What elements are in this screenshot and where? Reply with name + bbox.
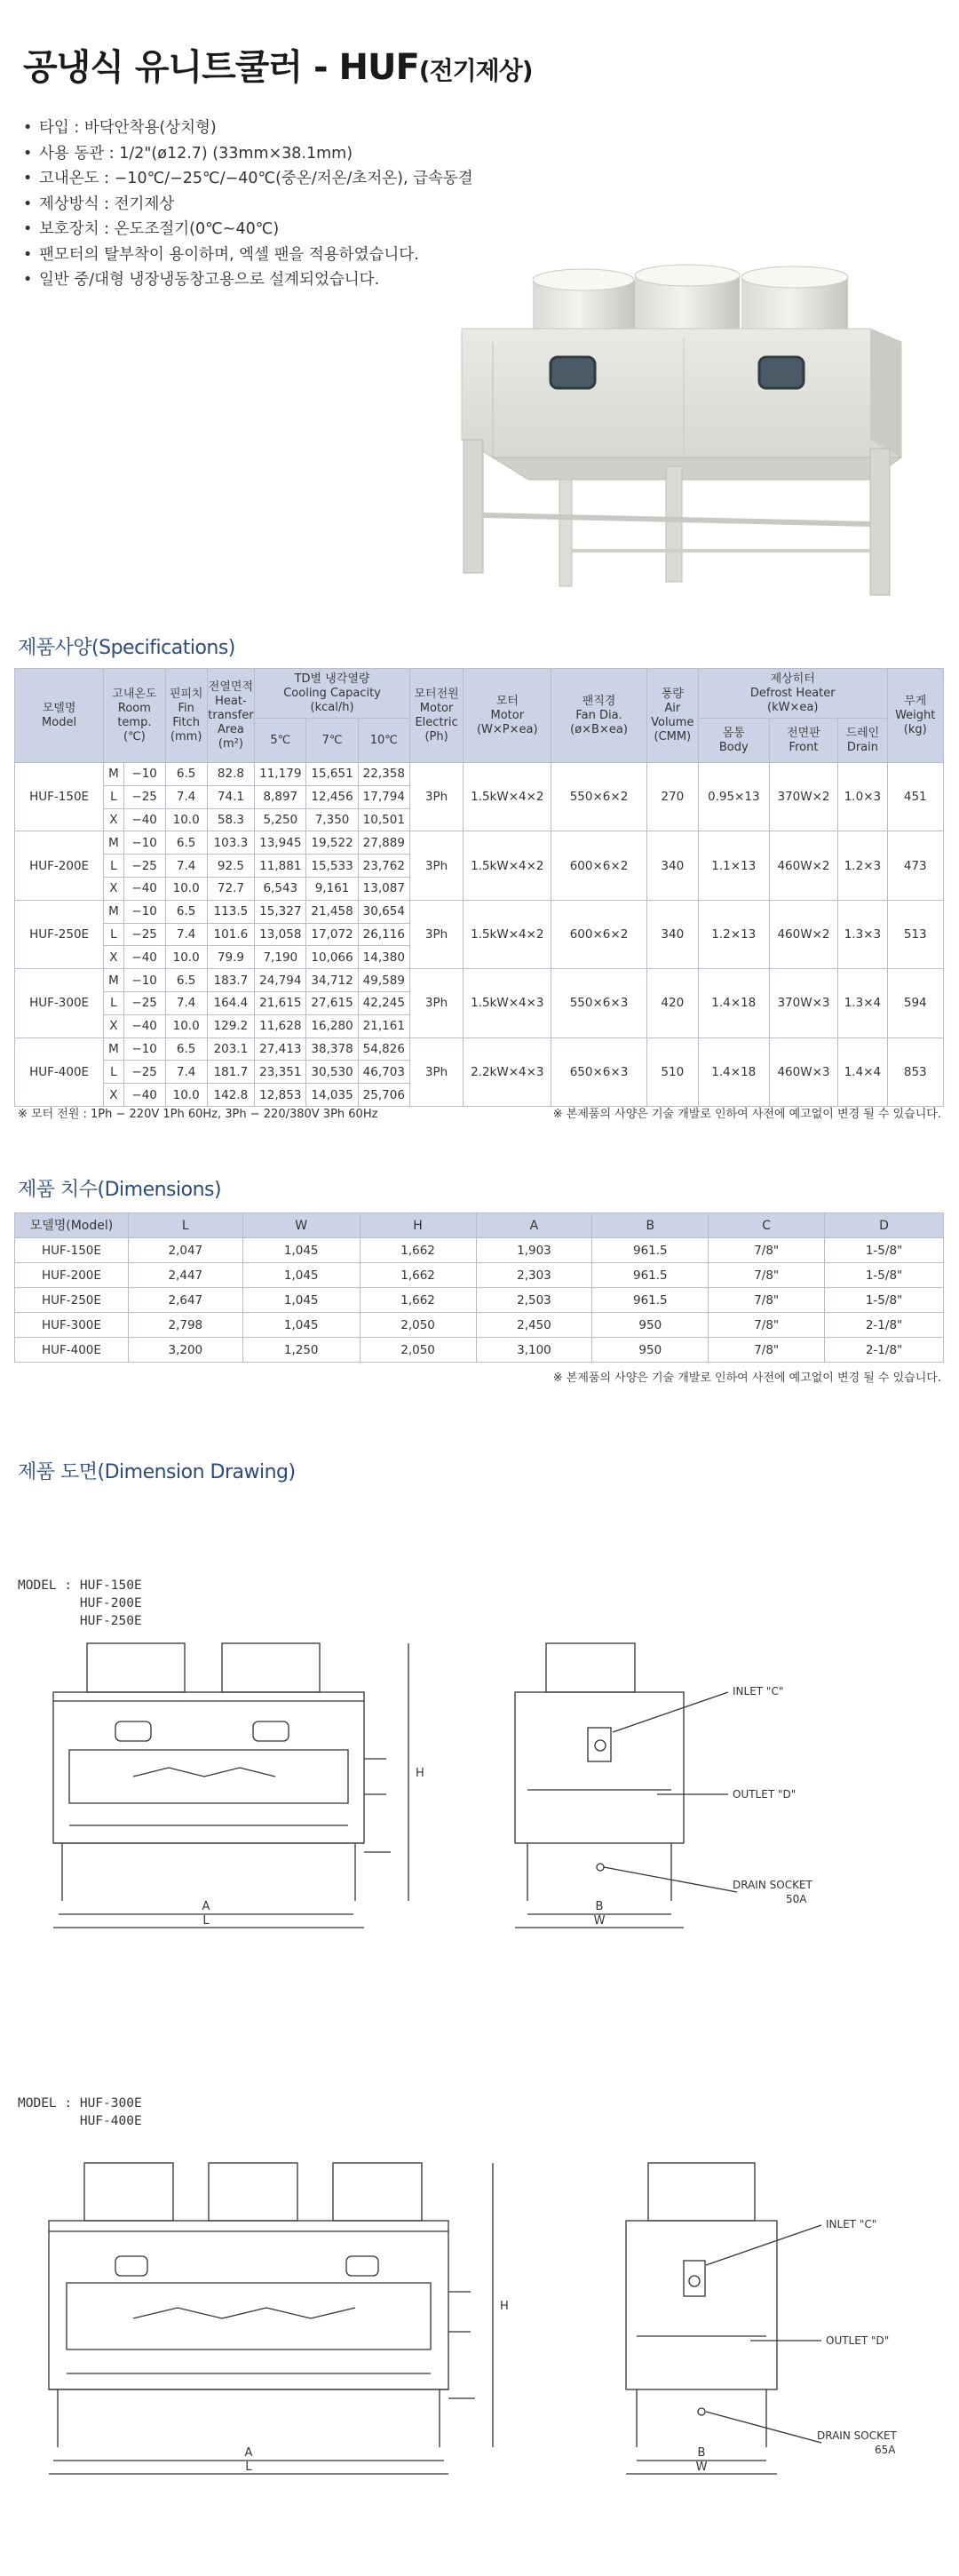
spec-weight-cell: 513 xyxy=(887,900,944,968)
dimensions-cell: 1-5/8" xyxy=(825,1263,944,1288)
dimensions-cell: 1-5/8" xyxy=(825,1288,944,1313)
spec-cooling-10-cell: 17,794 xyxy=(358,785,409,808)
dimensions-cell: 7/8" xyxy=(709,1288,825,1313)
dimensions-cell: 2,047 xyxy=(128,1238,242,1263)
specifications-table xyxy=(14,668,944,1107)
spec-cooling-7-cell: 19,522 xyxy=(306,831,358,855)
dimensions-row xyxy=(15,1238,944,1263)
spec-area-cell: 58.3 xyxy=(207,808,255,831)
dim-label-a: A xyxy=(244,2446,253,2460)
spec-fin-pitch-cell: 10.0 xyxy=(165,1014,207,1038)
spec-area-cell: 92.5 xyxy=(207,855,255,878)
dimensions-cell: 1,662 xyxy=(360,1238,476,1263)
spec-area-cell: 129.2 xyxy=(207,1014,255,1038)
spec-grade-cell: M xyxy=(104,1038,123,1061)
dim-label-w: W xyxy=(593,1914,606,1928)
inlet-label: INLET "C" xyxy=(826,2218,877,2230)
spec-temp-cell: −25 xyxy=(123,785,165,808)
feature-item: • 보호장치 : 온도조절기(0℃~40℃) xyxy=(23,217,473,242)
specifications-title-en: (Specifications) xyxy=(91,637,235,659)
dimensions-cell: HUF-150E xyxy=(15,1238,129,1263)
page-title xyxy=(23,39,533,90)
spec-temp-cell: −10 xyxy=(123,831,165,855)
spec-cooling-5-cell: 11,881 xyxy=(255,855,306,878)
spec-temp-cell: −25 xyxy=(123,991,165,1014)
dimensions-header-row xyxy=(15,1213,944,1238)
header-front: 전면판 Front xyxy=(769,719,838,763)
spec-row xyxy=(15,1038,944,1061)
spec-grade-cell: X xyxy=(104,877,123,900)
dimensions-cell: 961.5 xyxy=(592,1263,709,1288)
spec-area-cell: 101.6 xyxy=(207,923,255,946)
spec-area-cell: 74.1 xyxy=(207,785,255,808)
spec-cooling-10-cell: 26,116 xyxy=(358,923,409,946)
spec-cooling-10-cell: 10,501 xyxy=(358,808,409,831)
dimensions-cell: 2,798 xyxy=(128,1313,242,1338)
spec-motor-cell: 1.5kW×4×2 xyxy=(464,763,551,831)
spec-cooling-7-cell: 21,458 xyxy=(306,900,358,923)
spec-area-cell: 164.4 xyxy=(207,991,255,1014)
side-view-2 xyxy=(626,2163,821,2474)
spec-temp-cell: −40 xyxy=(123,1014,165,1038)
spec-grade-cell: L xyxy=(104,923,123,946)
spec-row xyxy=(15,969,944,992)
outlet-label: OUTLET "D" xyxy=(826,2334,890,2347)
dimensions-cell: 7/8" xyxy=(709,1338,825,1363)
spec-grade-cell: L xyxy=(104,855,123,878)
dimensions-cell: 2-1/8" xyxy=(825,1338,944,1363)
spec-temp-cell: −25 xyxy=(123,1061,165,1084)
spec-temp-cell: −40 xyxy=(123,808,165,831)
spec-weight-cell: 451 xyxy=(887,763,944,831)
spec-cooling-5-cell: 13,945 xyxy=(255,831,306,855)
dim-label-a: A xyxy=(202,1900,210,1913)
dimensions-cell: 1,045 xyxy=(242,1238,360,1263)
dimensions-cell: 961.5 xyxy=(592,1238,709,1263)
dimensions-body xyxy=(15,1238,944,1363)
spec-cooling-5-cell: 6,543 xyxy=(255,877,306,900)
specifications-title-ko: 제품사양 xyxy=(18,637,92,659)
spec-cooling-10-cell: 42,245 xyxy=(358,991,409,1014)
page-title-suffix: (전기제상) xyxy=(418,56,533,85)
spec-fin-pitch-cell: 6.5 xyxy=(165,1038,207,1061)
header-cooling-capacity: TD별 냉각열량 Cooling Capacity (kcal/h) xyxy=(255,669,410,719)
spec-row xyxy=(15,900,944,923)
dimensions-row xyxy=(15,1313,944,1338)
spec-cooling-10-cell: 13,087 xyxy=(358,877,409,900)
spec-fin-pitch-cell: 6.5 xyxy=(165,831,207,855)
dimensions-cell: HUF-300E xyxy=(15,1313,129,1338)
spec-heater-drain-cell: 1.3×3 xyxy=(838,900,887,968)
spec-fan-cell: 650×6×3 xyxy=(551,1038,646,1106)
header-defrost-heater: 제상히터 Defrost Heater (kW×ea) xyxy=(698,669,887,719)
spec-row xyxy=(15,831,944,855)
spec-air-cell: 270 xyxy=(646,763,698,831)
header-td7: 7℃ xyxy=(306,719,358,763)
spec-grade-cell: X xyxy=(104,1014,123,1038)
spec-grade-cell: M xyxy=(104,763,123,786)
dimensions-cell: 7/8" xyxy=(709,1313,825,1338)
spec-grade-cell: L xyxy=(104,991,123,1014)
header-td10: 10℃ xyxy=(358,719,409,763)
spec-fan-cell: 550×6×2 xyxy=(551,763,646,831)
feature-item: • 제상방식 : 전기제상 xyxy=(23,192,473,218)
spec-grade-cell: X xyxy=(104,808,123,831)
feature-item: • 일반 중/대형 냉장냉동창고용으로 설계되었습니다. xyxy=(23,267,473,293)
dimensions-header-cell: W xyxy=(242,1213,360,1238)
spec-fin-pitch-cell: 10.0 xyxy=(165,877,207,900)
spec-model-cell: HUF-400E xyxy=(15,1038,104,1106)
spec-motor-cell: 2.2kW×4×3 xyxy=(464,1038,551,1106)
dimensions-header-cell: D xyxy=(825,1213,944,1238)
spec-cooling-5-cell: 24,794 xyxy=(255,969,306,992)
spec-temp-cell: −25 xyxy=(123,923,165,946)
header-room-temp: 고내온도 Room temp. (℃) xyxy=(104,669,166,763)
spec-area-cell: 82.8 xyxy=(207,763,255,786)
inspection-window xyxy=(551,357,595,388)
dimensions-cell: 2,647 xyxy=(128,1288,242,1313)
dimensions-cell: HUF-400E xyxy=(15,1338,129,1363)
spec-heater-front-cell: 370W×3 xyxy=(769,969,838,1038)
spec-air-cell: 420 xyxy=(646,969,698,1038)
spec-fin-pitch-cell: 6.5 xyxy=(165,969,207,992)
drawing-model-group-2 xyxy=(0,2150,959,2523)
model-group-1-label: MODEL : HUF-150E HUF-200E HUF-250E xyxy=(18,1578,142,1628)
spec-fin-pitch-cell: 6.5 xyxy=(165,900,207,923)
spec-electric-cell: 3Ph xyxy=(409,831,463,900)
spec-electric-cell: 3Ph xyxy=(409,1038,463,1106)
spec-grade-cell: X xyxy=(104,1084,123,1107)
spec-heater-front-cell: 460W×3 xyxy=(769,1038,838,1106)
feature-item: • 팬모터의 탈부착이 용이하며, 엑셀 팬을 적용하였습니다. xyxy=(23,242,473,268)
spec-cooling-5-cell: 23,351 xyxy=(255,1061,306,1084)
header-area: 전열면적 Heat- transfer Area (m²) xyxy=(207,669,255,763)
dim-label-b: B xyxy=(697,2446,706,2460)
outlet-label: OUTLET "D" xyxy=(733,1788,797,1801)
spec-fin-pitch-cell: 7.4 xyxy=(165,1061,207,1084)
feature-item: • 타입 : 바닥안착용(상치형) xyxy=(23,115,473,141)
spec-row xyxy=(15,763,944,786)
dimensions-cell: 950 xyxy=(592,1338,709,1363)
dimensions-cell: 1,903 xyxy=(476,1238,592,1263)
spec-cooling-7-cell: 15,651 xyxy=(306,763,358,786)
drain-socket-label: DRAIN SOCKET xyxy=(817,2429,897,2442)
dimensions-header-cell: L xyxy=(128,1213,242,1238)
side-view-1 xyxy=(515,1643,737,1928)
spec-area-cell: 113.5 xyxy=(207,900,255,923)
spec-electric-cell: 3Ph xyxy=(409,969,463,1038)
header-td5: 5℃ xyxy=(255,719,306,763)
spec-electric-cell: 3Ph xyxy=(409,763,463,831)
spec-heater-drain-cell: 1.0×3 xyxy=(838,763,887,831)
spec-cooling-5-cell: 27,413 xyxy=(255,1038,306,1061)
spec-cooling-5-cell: 11,628 xyxy=(255,1014,306,1038)
spec-cooling-10-cell: 21,161 xyxy=(358,1014,409,1038)
drawing-title-ko: 제품 도면 xyxy=(18,1461,98,1483)
dimensions-change-note: ※ 본제품의 사양은 기술 개발로 인하여 사전에 예고없이 변경 될 수 있습니다. xyxy=(552,1371,941,1385)
spec-temp-cell: −10 xyxy=(123,763,165,786)
dim-label-h: H xyxy=(500,2300,509,2313)
spec-grade-cell: L xyxy=(104,785,123,808)
spec-heater-body-cell: 1.4×18 xyxy=(698,969,769,1038)
spec-air-cell: 510 xyxy=(646,1038,698,1106)
spec-cooling-7-cell: 12,456 xyxy=(306,785,358,808)
dimensions-cell: 1,662 xyxy=(360,1263,476,1288)
dimensions-cell: 2,050 xyxy=(360,1313,476,1338)
spec-area-cell: 181.7 xyxy=(207,1061,255,1084)
spec-area-cell: 183.7 xyxy=(207,969,255,992)
spec-fan-cell: 600×6×2 xyxy=(551,831,646,900)
spec-model-cell: HUF-250E xyxy=(15,900,104,968)
spec-cooling-5-cell: 8,897 xyxy=(255,785,306,808)
header-fan-dia: 팬직경 Fan Dia. (ø×B×ea) xyxy=(551,669,646,763)
dimensions-cell: 2,303 xyxy=(476,1263,592,1288)
dimensions-cell: 1,662 xyxy=(360,1288,476,1313)
spec-temp-cell: −40 xyxy=(123,877,165,900)
dim-label-l: L xyxy=(202,1914,210,1928)
specifications-body xyxy=(15,763,944,1107)
spec-cooling-10-cell: 23,762 xyxy=(358,855,409,878)
header-motor-electric: 모터전원 Motor Electric (Ph) xyxy=(409,669,463,763)
spec-heater-front-cell: 460W×2 xyxy=(769,831,838,900)
inspection-window xyxy=(759,357,804,388)
spec-temp-cell: −40 xyxy=(123,946,165,969)
header-motor: 모터 Motor (W×P×ea) xyxy=(464,669,551,763)
spec-fin-pitch-cell: 10.0 xyxy=(165,808,207,831)
spec-air-cell: 340 xyxy=(646,900,698,968)
dimensions-title-ko: 제품 치수 xyxy=(18,1179,98,1201)
model-group-2-label: MODEL : HUF-300E HUF-400E xyxy=(18,2096,142,2128)
spec-cooling-5-cell: 15,327 xyxy=(255,900,306,923)
dimensions-header-cell: H xyxy=(360,1213,476,1238)
spec-heater-body-cell: 0.95×13 xyxy=(698,763,769,831)
dimensions-cell: 950 xyxy=(592,1313,709,1338)
dimensions-cell: HUF-250E xyxy=(15,1288,129,1313)
header-fin-pitch: 핀피치 Fin Fitch (mm) xyxy=(165,669,207,763)
spec-cooling-7-cell: 10,066 xyxy=(306,946,358,969)
spec-model-cell: HUF-300E xyxy=(15,969,104,1038)
spec-fin-pitch-cell: 7.4 xyxy=(165,991,207,1014)
drain-socket-label: DRAIN SOCKET xyxy=(733,1879,812,1891)
spec-cooling-7-cell: 14,035 xyxy=(306,1084,358,1107)
spec-cooling-10-cell: 27,889 xyxy=(358,831,409,855)
feature-item: • 고내온도 : −10℃/−25℃/−40℃(중온/저온/초저온), 급속동결 xyxy=(23,166,473,192)
dim-label-w: W xyxy=(695,2461,708,2474)
dimensions-cell: 2,447 xyxy=(128,1263,242,1288)
spec-heater-drain-cell: 1.4×4 xyxy=(838,1038,887,1106)
dimensions-header-cell: B xyxy=(592,1213,709,1238)
spec-fin-pitch-cell: 7.4 xyxy=(165,923,207,946)
drawing-model-group-1 xyxy=(0,1617,959,1972)
spec-heater-front-cell: 460W×2 xyxy=(769,900,838,968)
spec-weight-cell: 853 xyxy=(887,1038,944,1106)
dimensions-cell: 2,503 xyxy=(476,1288,592,1313)
feature-list xyxy=(23,115,473,293)
drawing-title-en: (Dimension Drawing) xyxy=(97,1461,296,1483)
spec-cooling-7-cell: 9,161 xyxy=(306,877,358,900)
spec-cooling-5-cell: 5,250 xyxy=(255,808,306,831)
spec-fin-pitch-cell: 10.0 xyxy=(165,946,207,969)
spec-cooling-7-cell: 34,712 xyxy=(306,969,358,992)
spec-area-cell: 103.3 xyxy=(207,831,255,855)
dimensions-row xyxy=(15,1288,944,1313)
header-model: 모델명 Model xyxy=(15,669,104,763)
dimensions-header-cell: 모델명(Model) xyxy=(15,1213,129,1238)
spec-heater-drain-cell: 1.2×3 xyxy=(838,831,887,900)
dimensions-cell: 1,045 xyxy=(242,1288,360,1313)
spec-grade-cell: M xyxy=(104,969,123,992)
dimensions-header-cell: A xyxy=(476,1213,592,1238)
dimensions-cell: 1,045 xyxy=(242,1263,360,1288)
spec-fin-pitch-cell: 7.4 xyxy=(165,855,207,878)
page-title-main: 공냉식 유니트쿨러 - HUF xyxy=(23,47,419,88)
spec-electric-cell: 3Ph xyxy=(409,900,463,968)
spec-temp-cell: −10 xyxy=(123,1038,165,1061)
dimensions-cell: 1-5/8" xyxy=(825,1238,944,1263)
dimensions-cell: 3,200 xyxy=(128,1338,242,1363)
inlet-label: INLET "C" xyxy=(733,1685,784,1697)
spec-grade-cell: L xyxy=(104,1061,123,1084)
spec-air-cell: 340 xyxy=(646,831,698,900)
dimensions-cell: 961.5 xyxy=(592,1288,709,1313)
spec-heater-body-cell: 1.4×18 xyxy=(698,1038,769,1106)
spec-temp-cell: −25 xyxy=(123,855,165,878)
spec-cooling-10-cell: 46,703 xyxy=(358,1061,409,1084)
spec-heater-front-cell: 370W×2 xyxy=(769,763,838,831)
specifications-title xyxy=(18,632,235,660)
spec-cooling-10-cell: 22,358 xyxy=(358,763,409,786)
spec-fan-cell: 600×6×2 xyxy=(551,900,646,968)
spec-cooling-10-cell: 14,380 xyxy=(358,946,409,969)
spec-motor-cell: 1.5kW×4×3 xyxy=(464,969,551,1038)
spec-cooling-7-cell: 30,530 xyxy=(306,1061,358,1084)
spec-motor-cell: 1.5kW×4×2 xyxy=(464,900,551,968)
spec-temp-cell: −40 xyxy=(123,1084,165,1107)
header-air-volume: 풍량 Air Volume (CMM) xyxy=(646,669,698,763)
spec-heater-body-cell: 1.2×13 xyxy=(698,900,769,968)
spec-cooling-10-cell: 49,589 xyxy=(358,969,409,992)
spec-heater-drain-cell: 1.3×4 xyxy=(838,969,887,1038)
dimensions-cell: 2-1/8" xyxy=(825,1313,944,1338)
spec-motor-cell: 1.5kW×4×2 xyxy=(464,831,551,900)
front-view-2 xyxy=(49,2163,493,2474)
spec-cooling-7-cell: 7,350 xyxy=(306,808,358,831)
dimensions-row xyxy=(15,1263,944,1288)
spec-cooling-7-cell: 15,533 xyxy=(306,855,358,878)
front-view-1 xyxy=(53,1643,408,1928)
header-drain: 드레인 Drain xyxy=(838,719,887,763)
dimensions-cell: 1,250 xyxy=(242,1338,360,1363)
dim-label-h: H xyxy=(416,1767,424,1780)
spec-cooling-7-cell: 27,615 xyxy=(306,991,358,1014)
dimensions-cell: 1,045 xyxy=(242,1313,360,1338)
spec-cooling-10-cell: 25,706 xyxy=(358,1084,409,1107)
spec-fan-cell: 550×6×3 xyxy=(551,969,646,1038)
spec-cooling-7-cell: 16,280 xyxy=(306,1014,358,1038)
dimensions-cell: HUF-200E xyxy=(15,1263,129,1288)
spec-area-cell: 142.8 xyxy=(207,1084,255,1107)
spec-grade-cell: M xyxy=(104,900,123,923)
dimensions-title-en: (Dimensions) xyxy=(97,1179,222,1201)
dimensions-table xyxy=(14,1212,944,1363)
spec-weight-cell: 594 xyxy=(887,969,944,1038)
dim-label-l: L xyxy=(245,2461,252,2474)
dimensions-title xyxy=(18,1174,221,1202)
feature-item: • 사용 동관 : 1/2"(ø12.7) (33mm×38.1mm) xyxy=(23,141,473,167)
dimensions-cell: 2,450 xyxy=(476,1313,592,1338)
spec-cooling-5-cell: 7,190 xyxy=(255,946,306,969)
spec-area-cell: 203.1 xyxy=(207,1038,255,1061)
header-body: 몸통 Body xyxy=(698,719,769,763)
spec-cooling-10-cell: 30,654 xyxy=(358,900,409,923)
spec-temp-cell: −10 xyxy=(123,969,165,992)
dimensions-cell: 7/8" xyxy=(709,1238,825,1263)
spec-cooling-7-cell: 17,072 xyxy=(306,923,358,946)
spec-fin-pitch-cell: 6.5 xyxy=(165,763,207,786)
spec-area-cell: 79.9 xyxy=(207,946,255,969)
dimensions-header-cell: C xyxy=(709,1213,825,1238)
spec-weight-cell: 473 xyxy=(887,831,944,900)
spec-cooling-5-cell: 12,853 xyxy=(255,1084,306,1107)
product-photo xyxy=(453,258,915,613)
spec-heater-body-cell: 1.1×13 xyxy=(698,831,769,900)
header-weight: 무게 Weight (kg) xyxy=(887,669,944,763)
spec-cooling-7-cell: 38,378 xyxy=(306,1038,358,1061)
motor-power-note: ※ 모터 전원 : 1Ph − 220V 1Ph 60Hz, 3Ph − 220/380V 3Ph 60Hz xyxy=(18,1108,378,1121)
spec-temp-cell: −10 xyxy=(123,900,165,923)
spec-fin-pitch-cell: 7.4 xyxy=(165,785,207,808)
spec-cooling-5-cell: 21,615 xyxy=(255,991,306,1014)
drain-socket-size: 50A xyxy=(786,1893,807,1905)
spec-area-cell: 72.7 xyxy=(207,877,255,900)
spec-cooling-5-cell: 11,179 xyxy=(255,763,306,786)
dimensions-cell: 7/8" xyxy=(709,1263,825,1288)
dim-label-b: B xyxy=(595,1900,604,1913)
drain-socket-size: 65A xyxy=(875,2444,896,2456)
spec-cooling-5-cell: 13,058 xyxy=(255,923,306,946)
spec-grade-cell: X xyxy=(104,946,123,969)
spec-model-cell: HUF-150E xyxy=(15,763,104,831)
spec-fin-pitch-cell: 10.0 xyxy=(165,1084,207,1107)
spec-cooling-10-cell: 54,826 xyxy=(358,1038,409,1061)
dimensions-cell: 3,100 xyxy=(476,1338,592,1363)
dimensions-row xyxy=(15,1338,944,1363)
dimensions-cell: 2,050 xyxy=(360,1338,476,1363)
spec-grade-cell: M xyxy=(104,831,123,855)
spec-change-note: ※ 본제품의 사양은 기술 개발로 인하여 사전에 예고없이 변경 될 수 있습니다. xyxy=(552,1108,941,1121)
drawing-title xyxy=(18,1457,296,1484)
spec-model-cell: HUF-200E xyxy=(15,831,104,900)
